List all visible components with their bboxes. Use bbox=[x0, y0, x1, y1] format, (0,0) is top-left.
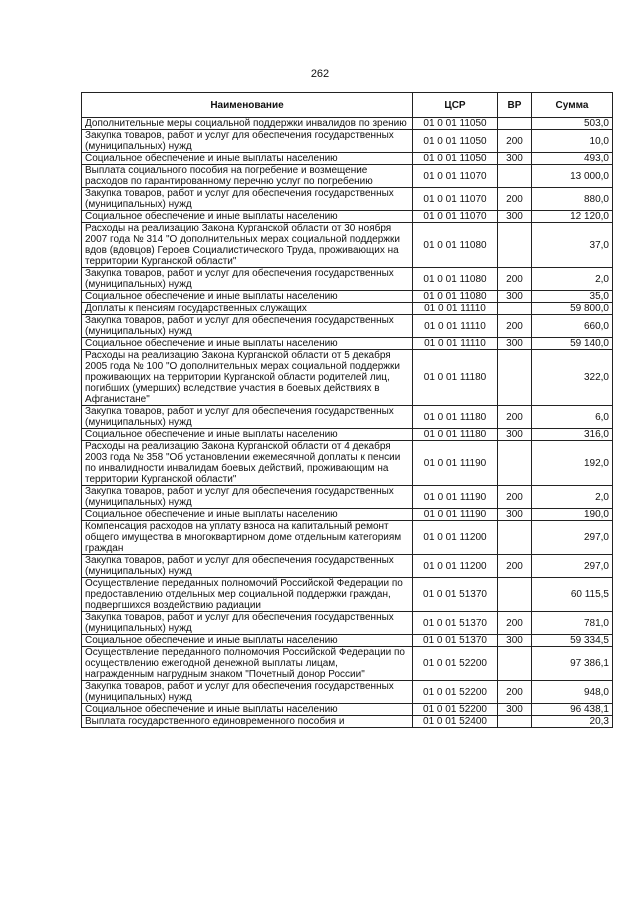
cell-sum: 96 438,1 bbox=[532, 704, 613, 716]
cell-csr: 01 0 01 51370 bbox=[413, 612, 498, 635]
cell-vr: 200 bbox=[498, 188, 532, 211]
cell-vr bbox=[498, 350, 532, 406]
cell-vr bbox=[498, 578, 532, 612]
cell-name: Расходы на реализацию Закона Курганской области от 30 ноября 2007 года № 314 "О дополнительных мерах социальной поддержки вдов (вдовцов) Героев Социалистического Труда, проживающих на территории Курганской области" bbox=[82, 223, 413, 268]
table-row bbox=[82, 406, 613, 429]
header-vr: ВР bbox=[498, 93, 532, 118]
cell-vr: 200 bbox=[498, 612, 532, 635]
table-row bbox=[82, 211, 613, 223]
table-row bbox=[82, 681, 613, 704]
cell-csr: 01 0 01 52200 bbox=[413, 647, 498, 681]
cell-csr: 01 0 01 11110 bbox=[413, 338, 498, 350]
table-header-row bbox=[82, 93, 613, 118]
table-row bbox=[82, 188, 613, 211]
cell-sum: 10,0 bbox=[532, 130, 613, 153]
cell-sum: 660,0 bbox=[532, 315, 613, 338]
cell-sum: 192,0 bbox=[532, 441, 613, 486]
cell-vr: 200 bbox=[498, 486, 532, 509]
cell-name: Социальное обеспечение и иные выплаты населению bbox=[82, 635, 413, 647]
cell-name: Дополнительные меры социальной поддержки инвалидов по зрению bbox=[82, 118, 413, 130]
cell-vr: 300 bbox=[498, 338, 532, 350]
header-csr: ЦСР bbox=[413, 93, 498, 118]
cell-vr bbox=[498, 165, 532, 188]
cell-vr: 300 bbox=[498, 509, 532, 521]
cell-vr: 200 bbox=[498, 681, 532, 704]
table-row bbox=[82, 716, 613, 728]
cell-csr: 01 0 01 11050 bbox=[413, 118, 498, 130]
cell-vr bbox=[498, 521, 532, 555]
cell-sum: 322,0 bbox=[532, 350, 613, 406]
cell-sum: 2,0 bbox=[532, 486, 613, 509]
cell-csr: 01 0 01 11190 bbox=[413, 441, 498, 486]
cell-vr bbox=[498, 118, 532, 130]
table-row bbox=[82, 521, 613, 555]
cell-name: Социальное обеспечение и иные выплаты населению bbox=[82, 211, 413, 223]
cell-csr: 01 0 01 11200 bbox=[413, 555, 498, 578]
cell-vr: 300 bbox=[498, 291, 532, 303]
table-row bbox=[82, 578, 613, 612]
table-row bbox=[82, 315, 613, 338]
cell-sum: 59 334,5 bbox=[532, 635, 613, 647]
cell-name: Социальное обеспечение и иные выплаты населению bbox=[82, 153, 413, 165]
table-row bbox=[82, 153, 613, 165]
cell-vr: 200 bbox=[498, 406, 532, 429]
cell-sum: 59 800,0 bbox=[532, 303, 613, 315]
cell-name: Закупка товаров, работ и услуг для обеспечения государственных (муниципальных) нужд bbox=[82, 406, 413, 429]
cell-csr: 01 0 01 11070 bbox=[413, 188, 498, 211]
table-row bbox=[82, 612, 613, 635]
cell-name: Социальное обеспечение и иные выплаты населению bbox=[82, 338, 413, 350]
cell-name: Социальное обеспечение и иные выплаты населению bbox=[82, 704, 413, 716]
cell-csr: 01 0 01 11080 bbox=[413, 291, 498, 303]
cell-csr: 01 0 01 11200 bbox=[413, 521, 498, 555]
cell-sum: 297,0 bbox=[532, 555, 613, 578]
table-row bbox=[82, 647, 613, 681]
cell-name: Закупка товаров, работ и услуг для обеспечения государственных (муниципальных) нужд bbox=[82, 315, 413, 338]
table-row bbox=[82, 338, 613, 350]
cell-vr bbox=[498, 716, 532, 728]
cell-name: Закупка товаров, работ и услуг для обеспечения государственных (муниципальных) нужд bbox=[82, 188, 413, 211]
cell-sum: 316,0 bbox=[532, 429, 613, 441]
cell-sum: 37,0 bbox=[532, 223, 613, 268]
cell-sum: 781,0 bbox=[532, 612, 613, 635]
table-row bbox=[82, 130, 613, 153]
cell-vr bbox=[498, 647, 532, 681]
cell-name: Доплаты к пенсиям государственных служащих bbox=[82, 303, 413, 315]
cell-vr: 300 bbox=[498, 153, 532, 165]
cell-name: Закупка товаров, работ и услуг для обеспечения государственных (муниципальных) нужд bbox=[82, 268, 413, 291]
cell-vr: 300 bbox=[498, 635, 532, 647]
cell-vr: 200 bbox=[498, 130, 532, 153]
cell-vr: 300 bbox=[498, 704, 532, 716]
cell-name: Расходы на реализацию Закона Курганской области от 4 декабря 2003 года № 358 "Об установлении ежемесячной доплаты к пенсии по инвалидности инвалидам боевых действий, проживающим на территории Курганской области" bbox=[82, 441, 413, 486]
table-row bbox=[82, 555, 613, 578]
cell-name: Осуществление переданных полномочий Российской Федерации по предоставлению отдельных мер социальной поддержки граждан, подвергшихся воздействию радиации bbox=[82, 578, 413, 612]
cell-name: Выплата социального пособия на погребение и возмещение расходов по гарантированному перечню услуг по погребению bbox=[82, 165, 413, 188]
table-row bbox=[82, 118, 613, 130]
cell-sum: 13 000,0 bbox=[532, 165, 613, 188]
cell-name: Социальное обеспечение и иные выплаты населению bbox=[82, 429, 413, 441]
cell-sum: 97 386,1 bbox=[532, 647, 613, 681]
table-row bbox=[82, 165, 613, 188]
table-row bbox=[82, 223, 613, 268]
cell-csr: 01 0 01 11080 bbox=[413, 268, 498, 291]
cell-csr: 01 0 01 11110 bbox=[413, 315, 498, 338]
cell-sum: 60 115,5 bbox=[532, 578, 613, 612]
cell-name: Расходы на реализацию Закона Курганской области от 5 декабря 2005 года № 100 "О дополнительных мерах социальной поддержки проживающих на территории Курганской области родителей лиц, погибших (умерших) вследствие участия в боевых действиях в Афганистане" bbox=[82, 350, 413, 406]
cell-sum: 20,3 bbox=[532, 716, 613, 728]
cell-name: Осуществление переданного полномочия Российской Федерации по осуществлению ежегодной денежной выплаты лицам, награжденным нагрудным знаком "Почетный донор России" bbox=[82, 647, 413, 681]
header-sum: Сумма bbox=[532, 93, 613, 118]
table-row bbox=[82, 429, 613, 441]
cell-sum: 190,0 bbox=[532, 509, 613, 521]
cell-sum: 59 140,0 bbox=[532, 338, 613, 350]
table-row bbox=[82, 509, 613, 521]
cell-name: Социальное обеспечение и иные выплаты населению bbox=[82, 509, 413, 521]
cell-csr: 01 0 01 52200 bbox=[413, 704, 498, 716]
cell-vr: 300 bbox=[498, 429, 532, 441]
cell-csr: 01 0 01 11180 bbox=[413, 429, 498, 441]
cell-sum: 12 120,0 bbox=[532, 211, 613, 223]
cell-csr: 01 0 01 11180 bbox=[413, 406, 498, 429]
cell-csr: 01 0 01 11050 bbox=[413, 130, 498, 153]
table-row bbox=[82, 350, 613, 406]
cell-csr: 01 0 01 11110 bbox=[413, 303, 498, 315]
page-number: 262 bbox=[310, 68, 330, 80]
cell-csr: 01 0 01 11070 bbox=[413, 211, 498, 223]
table-body bbox=[82, 118, 613, 728]
cell-vr: 300 bbox=[498, 211, 532, 223]
cell-sum: 297,0 bbox=[532, 521, 613, 555]
table-row bbox=[82, 291, 613, 303]
cell-csr: 01 0 01 11190 bbox=[413, 486, 498, 509]
table-row bbox=[82, 704, 613, 716]
cell-csr: 01 0 01 11070 bbox=[413, 165, 498, 188]
budget-table bbox=[81, 92, 613, 728]
cell-sum: 493,0 bbox=[532, 153, 613, 165]
cell-sum: 35,0 bbox=[532, 291, 613, 303]
cell-csr: 01 0 01 51370 bbox=[413, 635, 498, 647]
header-name: Наименование bbox=[82, 93, 413, 118]
cell-csr: 01 0 01 11050 bbox=[413, 153, 498, 165]
cell-sum: 6,0 bbox=[532, 406, 613, 429]
cell-name: Закупка товаров, работ и услуг для обеспечения государственных (муниципальных) нужд bbox=[82, 486, 413, 509]
cell-csr: 01 0 01 11180 bbox=[413, 350, 498, 406]
cell-name: Закупка товаров, работ и услуг для обеспечения государственных (муниципальных) нужд bbox=[82, 130, 413, 153]
cell-sum: 2,0 bbox=[532, 268, 613, 291]
table-row bbox=[82, 486, 613, 509]
cell-name: Закупка товаров, работ и услуг для обеспечения государственных (муниципальных) нужд bbox=[82, 681, 413, 704]
cell-name: Закупка товаров, работ и услуг для обеспечения государственных (муниципальных) нужд bbox=[82, 612, 413, 635]
table-row bbox=[82, 441, 613, 486]
cell-name: Выплата государственного единовременного пособия и bbox=[82, 716, 413, 728]
cell-vr: 200 bbox=[498, 315, 532, 338]
cell-name: Социальное обеспечение и иные выплаты населению bbox=[82, 291, 413, 303]
cell-csr: 01 0 01 52400 bbox=[413, 716, 498, 728]
cell-name: Закупка товаров, работ и услуг для обеспечения государственных (муниципальных) нужд bbox=[82, 555, 413, 578]
cell-csr: 01 0 01 52200 bbox=[413, 681, 498, 704]
cell-sum: 948,0 bbox=[532, 681, 613, 704]
cell-csr: 01 0 01 11080 bbox=[413, 223, 498, 268]
table-row bbox=[82, 303, 613, 315]
cell-vr bbox=[498, 303, 532, 315]
table-row bbox=[82, 635, 613, 647]
cell-csr: 01 0 01 11190 bbox=[413, 509, 498, 521]
cell-vr: 200 bbox=[498, 555, 532, 578]
cell-sum: 880,0 bbox=[532, 188, 613, 211]
cell-vr: 200 bbox=[498, 268, 532, 291]
table-row bbox=[82, 268, 613, 291]
cell-vr bbox=[498, 441, 532, 486]
cell-csr: 01 0 01 51370 bbox=[413, 578, 498, 612]
cell-vr bbox=[498, 223, 532, 268]
cell-sum: 503,0 bbox=[532, 118, 613, 130]
cell-name: Компенсация расходов на уплату взноса на капитальный ремонт общего имущества в многоквартирном доме отдельным категориям граждан bbox=[82, 521, 413, 555]
